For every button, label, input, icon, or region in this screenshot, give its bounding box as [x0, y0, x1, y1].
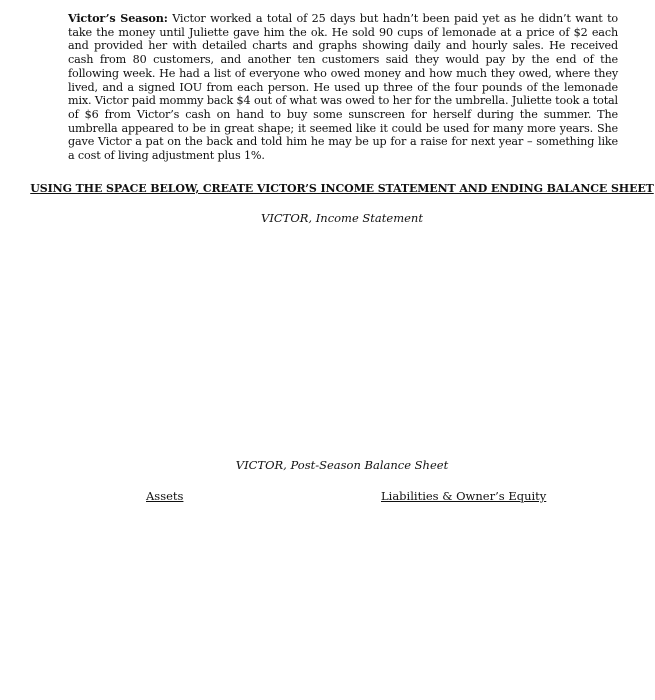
liabilities-equity-heading: Liabilities & Owner’s Equity	[381, 489, 547, 503]
assets-heading: Assets	[146, 489, 184, 503]
balance-sheet-title: VICTOR, Post-Season Balance Sheet	[235, 458, 449, 472]
story-lead: Victor’s Season:	[68, 11, 168, 25]
story-paragraph	[68, 12, 618, 163]
story-text: Victor worked a total of 25 days but hadn’t been paid yet as he didn’t want to take the money until Juliette gave him the ok. He sold 90 cups of lemonade at a price of $2 each and provided her with detailed charts and graphs showing daily and hourly sales. He received cash from 80 customers, and another ten customers said they would pay by the end of the following week. He had a list of everyone who owed money and how much they owed, where they lived, and a signed IOU from each person. He used up three of the four pounds of the lemonade mix. Victor paid mommy back $4 out of what was owed to her for the umbrella. Juliette took a total of $6 from Victor’s cash on hand to buy some sunscreen for herself during the summer. The umbrella appeared to be in great shape; it seemed like it could be used for many more years. She gave Victor a pat on the back and told him he may be up for a raise for next year – something like a cost of living adjustment plus 1%.	[68, 12, 618, 163]
instruction-heading: USING THE SPACE BELOW, CREATE VICTOR’S INCOME STATEMENT AND ENDING BALANCE SHEET	[30, 182, 654, 195]
income-statement-title: VICTOR, Income Statement	[261, 211, 423, 225]
